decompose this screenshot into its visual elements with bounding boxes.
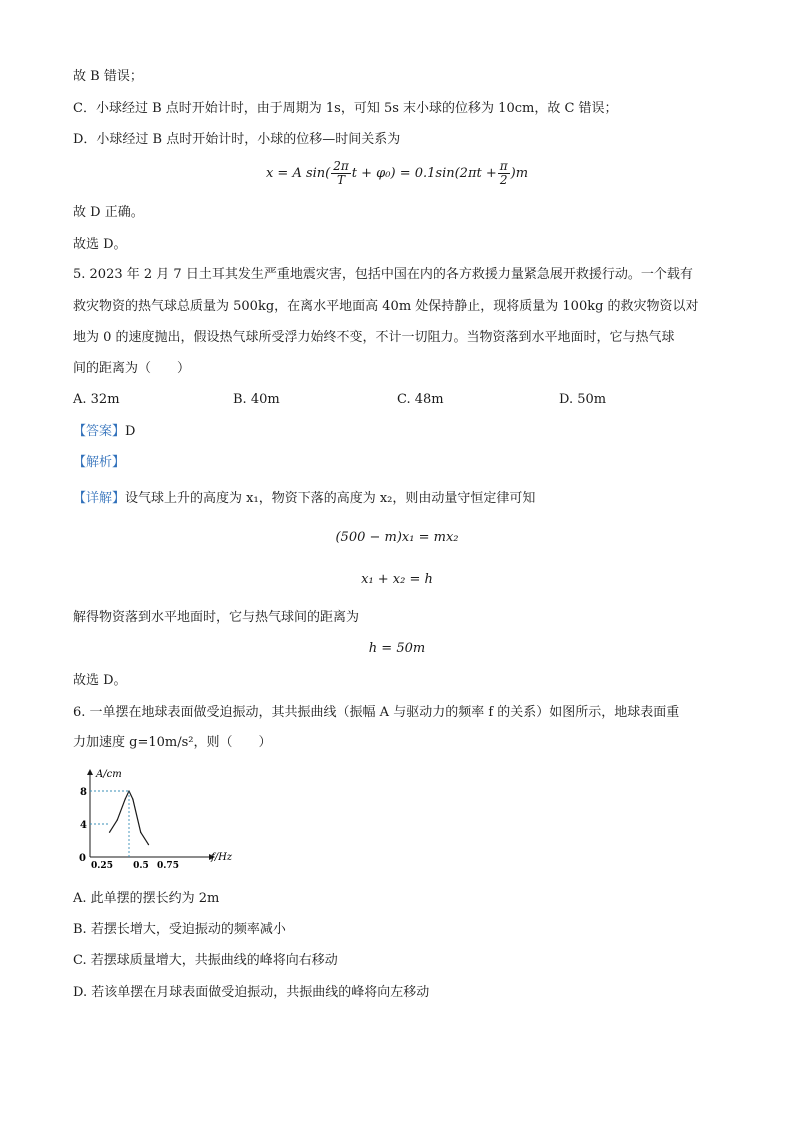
question-5-line: 救灾物资的热气球总质量为 500kg，在离水平地面高 40m 处保持静止，现将质量为 100kg 的救灾物资以对 bbox=[73, 299, 699, 314]
question-6-line: 力加速度 g=10m/s²，则（ ） bbox=[73, 735, 272, 750]
q6-option-a: A. 此单摆的摆长约为 2m bbox=[73, 891, 220, 906]
q5-option-c: C. 48m bbox=[397, 392, 444, 407]
text-line: 解得物资落到水平地面时，它与热气球间的距离为 bbox=[73, 610, 360, 625]
analysis-tag: 【解析】 bbox=[73, 455, 126, 470]
y-tick-label: 8 bbox=[80, 787, 87, 798]
answer-tag: 【答案】 bbox=[73, 424, 126, 439]
curve-point bbox=[125, 799, 126, 800]
x-tick-label: 0.25 bbox=[91, 861, 113, 871]
answer-line bbox=[73, 423, 135, 441]
result-equation: h = 50m bbox=[368, 641, 426, 656]
q5-option-b: B. 40m bbox=[233, 392, 280, 407]
question-6-line: 6. 一单摆在地球表面做受迫振动，其共振曲线（振幅 A 与驱动力的频率 f 的关系）如图所示，地球表面重 bbox=[73, 705, 680, 720]
curve-point bbox=[109, 832, 110, 833]
x-tick-label: 0.5 bbox=[133, 861, 149, 871]
text-line: D．小球经过 B 点时开始计时，小球的位移—时间关系为 bbox=[73, 132, 401, 147]
q6-option-b: B. 若摆长增大，受迫振动的频率减小 bbox=[73, 922, 286, 937]
q5-option-a: A. 32m bbox=[73, 392, 120, 407]
curve-point bbox=[132, 799, 133, 800]
curve-point bbox=[140, 832, 141, 833]
origin-label: 0 bbox=[79, 853, 86, 864]
detail-line bbox=[73, 490, 535, 508]
sum-equation: x₁ + x₂ = h bbox=[361, 572, 433, 587]
text-line: 故选 D。 bbox=[73, 237, 127, 252]
y-tick-label: 4 bbox=[80, 820, 87, 831]
y-axis-label: A/cm bbox=[96, 769, 122, 780]
text-line: 故 B 错误； bbox=[73, 69, 143, 84]
text-line: 故 D 正确。 bbox=[73, 205, 144, 220]
curve-point bbox=[148, 844, 149, 845]
momentum-equation: (500 − m)x₁ = mx₂ bbox=[335, 530, 459, 545]
question-5-line: 5. 2023 年 2 月 7 日土耳其发生严重地震灾害，包括中国在内的各方救援力量紧急展开救援行动。一个载有 bbox=[73, 267, 693, 282]
detail-text: 设气球上升的高度为 x₁，物资下落的高度为 x₂，则由动量守恒定律可知 bbox=[125, 491, 536, 506]
text-line: 故选 D。 bbox=[73, 673, 127, 688]
x-tick-label: 0.75 bbox=[157, 861, 179, 871]
q6-option-d: D. 若该单摆在月球表面做受迫振动，共振曲线的峰将向左移动 bbox=[73, 985, 430, 1000]
q5-option-d: D. 50m bbox=[559, 392, 607, 407]
answer-value: D bbox=[125, 424, 136, 439]
question-5-line: 间的距离为（ ） bbox=[73, 361, 191, 376]
q6-option-c: C. 若摆球质量增大，共振曲线的峰将向右移动 bbox=[73, 953, 338, 968]
detail-tag: 【详解】 bbox=[73, 491, 126, 506]
resonance-curve-chart bbox=[72, 764, 252, 872]
question-5-line: 地为 0 的速度抛出，假设热气球所受浮力始终不变，不计一切阻力。当物资落到水平地面时，它与热气球 bbox=[73, 330, 675, 345]
curve-point bbox=[128, 790, 129, 791]
curve-point bbox=[117, 819, 118, 820]
displacement-equation: x = A sin( $\frac{2\pi}{T}$ t + φ₀) = 0.1sin(2πt + $\frac{\pi}{2}$ )m bbox=[265, 159, 529, 187]
text-line: C．小球经过 B 点时开始计时，由于周期为 1s，可知 5s 末小球的位移为 10cm，故 C 错误； bbox=[73, 101, 618, 116]
x-axis-label: f/Hz bbox=[211, 852, 233, 863]
